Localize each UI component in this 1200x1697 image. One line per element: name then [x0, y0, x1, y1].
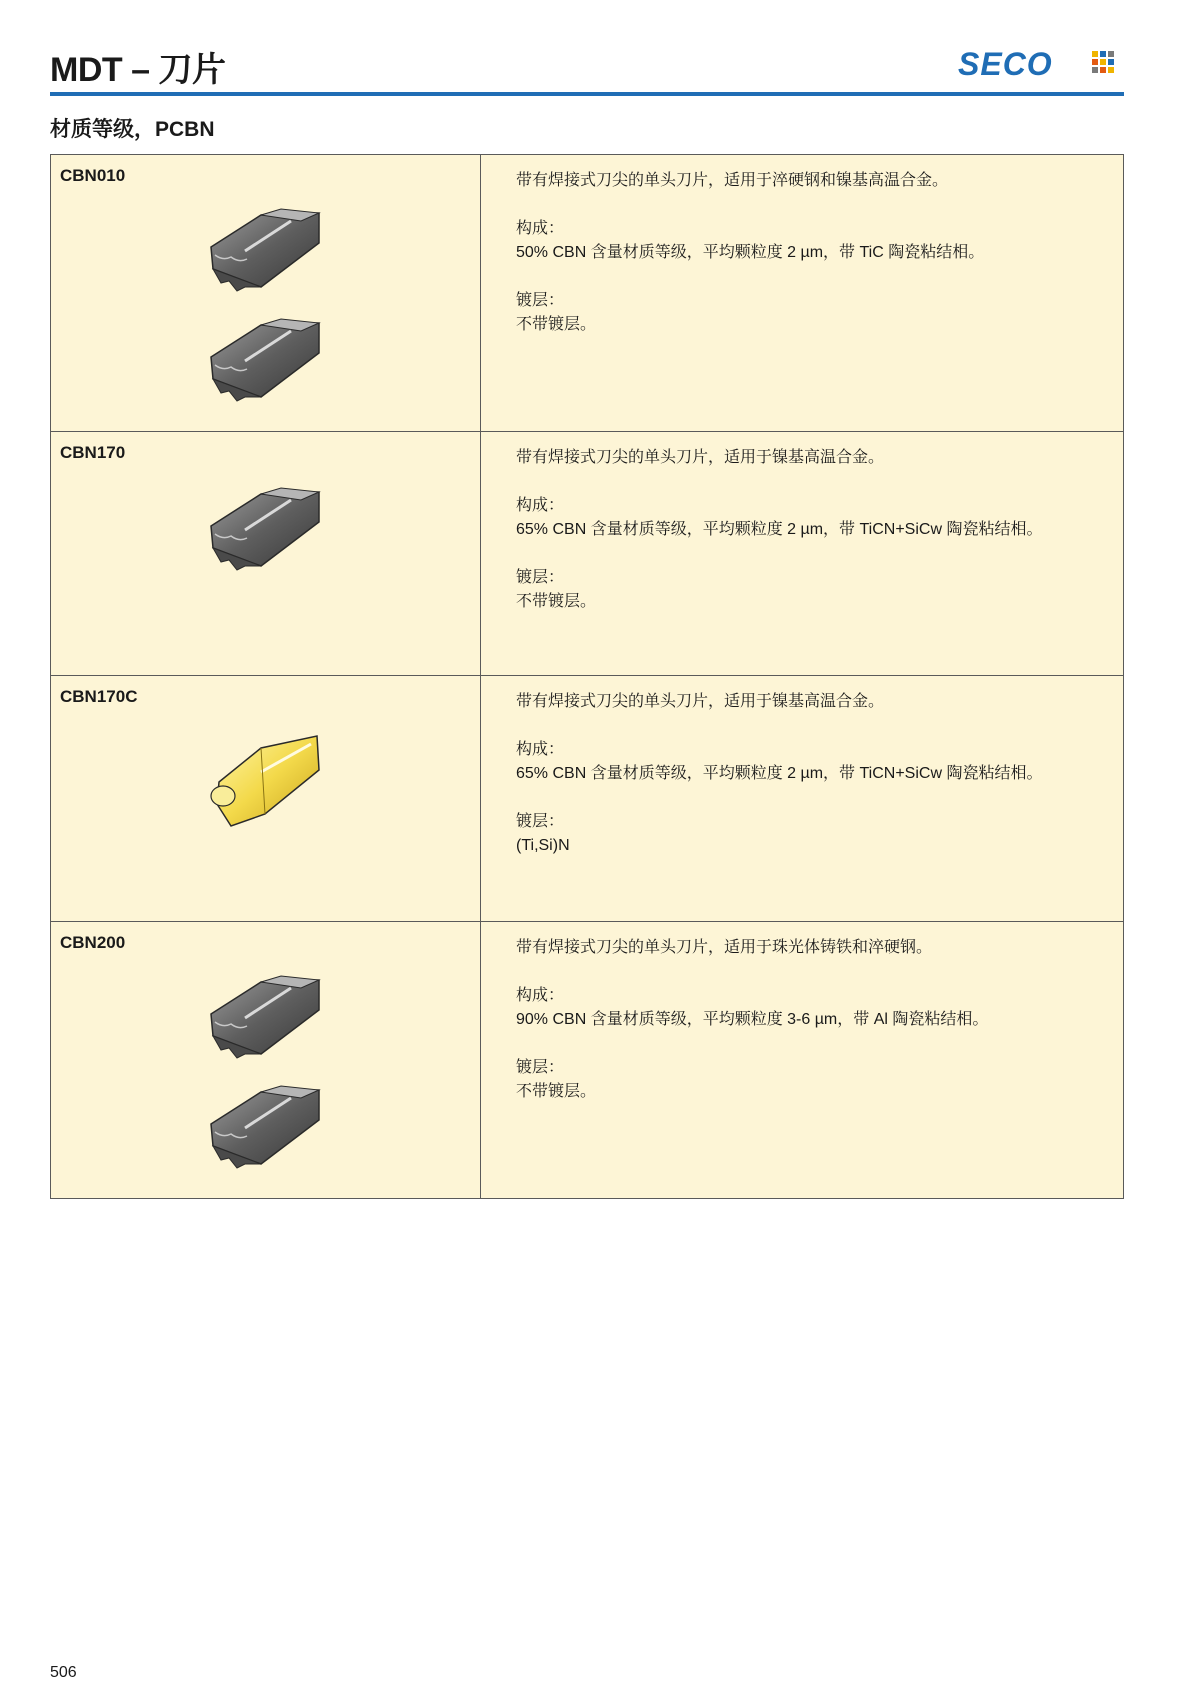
grade-description-cell	[481, 676, 1124, 922]
grade-description: 带有焊接式刀尖的单头刀片，适用于镍基高温合金。	[516, 449, 885, 466]
table-row	[51, 676, 1124, 922]
coating-text: 不带镀层。	[516, 1083, 597, 1100]
composition-label: 构成：	[516, 497, 565, 514]
grade-description-cell	[481, 155, 1124, 432]
composition-text: 90% CBN 含量材质等级，平均颗粒度 3-6 µm，带 Al 陶瓷粘结相。	[516, 1011, 989, 1028]
grade-description-cell	[481, 922, 1124, 1199]
grade-description-cell	[481, 432, 1124, 676]
page-title: MDT – 刀片	[50, 51, 226, 89]
insert-grey-icon	[201, 482, 341, 582]
coating-label: 镀层：	[516, 569, 565, 586]
section-title: 材质等级，PCBN	[50, 118, 215, 141]
composition-label: 构成：	[516, 987, 565, 1004]
coating-label: 镀层：	[516, 1059, 565, 1076]
table-row	[51, 922, 1124, 1199]
grade-description: 带有焊接式刀尖的单头刀片，适用于淬硬钢和镍基高温合金。	[516, 172, 949, 189]
grade-image-cell	[51, 155, 481, 432]
header-rule	[50, 92, 1124, 96]
grade-table	[50, 154, 1124, 1199]
seco-logo	[958, 48, 1118, 80]
coating-text: (Ti,Si)N	[516, 837, 570, 854]
table-row	[51, 155, 1124, 432]
coating-label: 镀层：	[516, 813, 565, 830]
grade-image-cell	[51, 432, 481, 676]
coating-text: 不带镀层。	[516, 316, 597, 333]
insert-gold-icon	[201, 726, 341, 836]
svg-text:SECO: SECO	[958, 48, 1053, 80]
insert-grey-icon	[201, 972, 341, 1182]
insert-grey-icon	[201, 205, 341, 415]
grade-name: CBN010	[60, 166, 126, 185]
grade-description: 带有焊接式刀尖的单头刀片，适用于珠光体铸铁和淬硬钢。	[516, 939, 933, 956]
grade-name: CBN170	[60, 443, 126, 462]
page-header	[50, 38, 1124, 100]
composition-label: 构成：	[516, 220, 565, 237]
composition-text: 65% CBN 含量材质等级，平均颗粒度 2 µm，带 TiCN+SiCw 陶瓷粘结相。	[516, 521, 1043, 538]
grade-name: CBN170C	[60, 687, 138, 706]
composition-text: 50% CBN 含量材质等级，平均颗粒度 2 µm，带 TiC 陶瓷粘结相。	[516, 244, 985, 261]
grade-image-cell	[51, 676, 481, 922]
table-row	[51, 432, 1124, 676]
coating-label: 镀层：	[516, 292, 565, 309]
grade-image-cell	[51, 922, 481, 1199]
page-number: 506	[50, 1664, 77, 1681]
composition-text: 65% CBN 含量材质等级，平均颗粒度 2 µm，带 TiCN+SiCw 陶瓷粘结相。	[516, 765, 1043, 782]
grade-name: CBN200	[60, 933, 126, 952]
grade-description: 带有焊接式刀尖的单头刀片，适用于镍基高温合金。	[516, 693, 885, 710]
composition-label: 构成：	[516, 741, 565, 758]
coating-text: 不带镀层。	[516, 593, 597, 610]
